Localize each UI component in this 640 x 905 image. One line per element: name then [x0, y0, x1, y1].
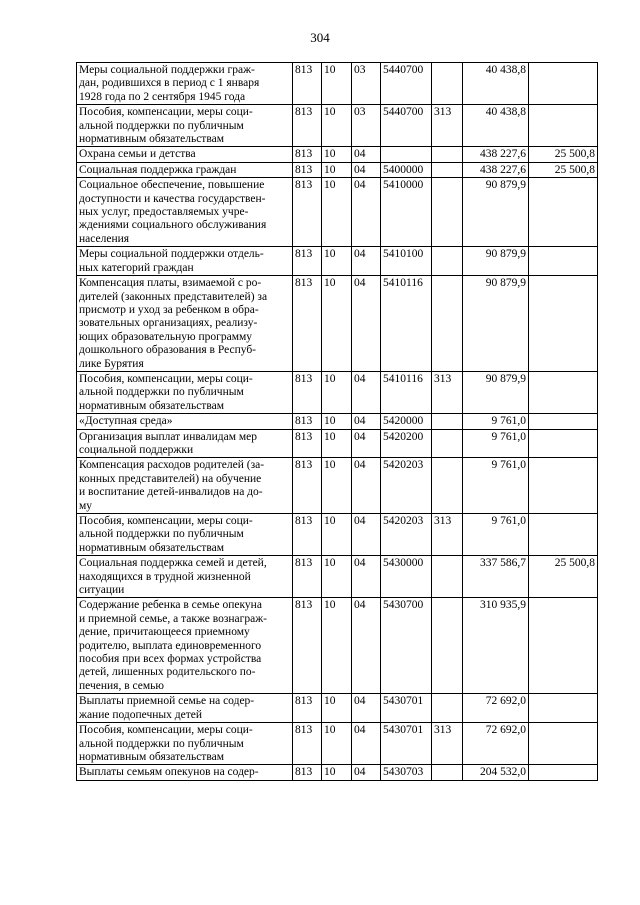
section-cell: [322, 598, 352, 694]
target-article-text: 5430000: [383, 557, 424, 570]
table-row: [77, 765, 598, 780]
subvention-amount-cell: [529, 765, 598, 780]
subvention-amount-cell: [529, 276, 598, 372]
amount-text: 204 532,0: [480, 766, 526, 779]
expense-type-text: 313: [434, 724, 452, 737]
section-cell: [322, 723, 352, 765]
amount-cell: [463, 598, 529, 694]
subsection-text: 04: [354, 415, 366, 428]
subvention-amount-cell: [529, 105, 598, 147]
target-article-cell: [381, 765, 432, 780]
section-cell: [322, 162, 352, 177]
amount-cell: [463, 556, 529, 598]
ministry-code-cell: [293, 414, 322, 429]
subsection-text: 04: [354, 557, 366, 570]
expense-type-cell: [432, 514, 463, 556]
row-name-cell: [77, 247, 293, 276]
target-article-cell: [381, 178, 432, 247]
amount-text: 72 692,0: [485, 695, 526, 708]
subsection-cell: [352, 514, 381, 556]
expense-type-cell: [432, 598, 463, 694]
subsection-cell: [352, 414, 381, 429]
row-name-cell: [77, 105, 293, 147]
ministry-code-cell: [293, 556, 322, 598]
target-article-text: 5430700: [383, 599, 424, 612]
amount-cell: [463, 147, 529, 162]
subvention-amount-text: 25 500,8: [554, 148, 595, 161]
ministry-code-text: 813: [295, 557, 313, 570]
row-name-text: Меры социальной поддержки отдель- ных категорий граждан: [79, 248, 264, 274]
row-name-text: Выплаты приемной семье на содер- жание подопечных детей: [79, 695, 255, 721]
ministry-code-cell: [293, 178, 322, 247]
amount-text: 9 761,0: [491, 415, 526, 428]
subvention-amount-cell: [529, 514, 598, 556]
table-row: [77, 105, 598, 147]
ministry-code-text: 813: [295, 106, 313, 119]
section-cell: [322, 556, 352, 598]
subsection-text: 04: [354, 179, 366, 192]
section-text: 10: [324, 372, 336, 385]
table-row: [77, 147, 598, 162]
budget-table: [76, 62, 598, 781]
subsection-cell: [352, 765, 381, 780]
expense-type-cell: [432, 458, 463, 514]
subsection-text: 04: [354, 695, 366, 708]
subvention-amount-cell: [529, 429, 598, 458]
subsection-cell: [352, 458, 381, 514]
subvention-amount-cell: [529, 147, 598, 162]
ministry-code-cell: [293, 598, 322, 694]
amount-cell: [463, 694, 529, 723]
subvention-amount-text: 25 500,8: [554, 163, 595, 176]
section-cell: [322, 178, 352, 247]
amount-text: 90 879,9: [485, 179, 526, 192]
row-name-text: Пособия, компенсации, меры соци- альной поддержки по публичным нормативным обязательствам: [79, 372, 253, 412]
expense-type-text: 313: [434, 515, 452, 527]
row-name-cell: [77, 147, 293, 162]
target-article-cell: [381, 429, 432, 458]
table-row: [77, 414, 598, 429]
row-name-text: «Доступная среда»: [79, 415, 173, 428]
section-text: 10: [324, 106, 336, 119]
amount-text: 90 879,9: [485, 277, 526, 290]
subvention-amount-cell: [529, 63, 598, 105]
ministry-code-text: 813: [295, 515, 313, 527]
table-row: [77, 556, 598, 598]
target-article-text: 5440700: [383, 64, 424, 76]
amount-text: 438 227,6: [480, 148, 526, 161]
amount-cell: [463, 162, 529, 177]
section-cell: [322, 276, 352, 372]
subsection-cell: [352, 276, 381, 372]
section-cell: [322, 458, 352, 514]
subsection-text: 04: [354, 724, 366, 737]
row-name-text: Охрана семьи и детства: [79, 148, 196, 161]
row-name-text: Социальная поддержка граждан: [79, 163, 237, 176]
subsection-cell: [352, 63, 381, 105]
ministry-code-text: 813: [295, 599, 313, 612]
row-name-cell: [77, 765, 293, 780]
row-name-text: Компенсация расходов родителей (за- конных представителей) на обучение и воспитание детей-инвалидов на до- му: [79, 459, 265, 512]
ministry-code-text: 813: [295, 766, 313, 779]
subsection-text: 04: [354, 459, 366, 472]
amount-text: 40 438,8: [485, 64, 526, 76]
target-article-cell: [381, 514, 432, 556]
ministry-code-cell: [293, 694, 322, 723]
target-article-cell: [381, 63, 432, 105]
subsection-text: 04: [354, 372, 366, 385]
subsection-text: 04: [354, 248, 366, 261]
target-article-text: 5430703: [383, 766, 424, 779]
target-article-cell: [381, 371, 432, 413]
expense-type-cell: [432, 556, 463, 598]
table-row: [77, 429, 598, 458]
subsection-text: 04: [354, 430, 366, 443]
row-name-text: Выплаты семьям опекунов на содер-: [79, 766, 259, 779]
section-cell: [322, 414, 352, 429]
table-row: [77, 276, 598, 372]
target-article-cell: [381, 414, 432, 429]
expense-type-text: 313: [434, 372, 452, 385]
section-cell: [322, 514, 352, 556]
section-cell: [322, 371, 352, 413]
row-name-cell: [77, 276, 293, 372]
subsection-cell: [352, 178, 381, 247]
section-text: 10: [324, 724, 336, 737]
ministry-code-text: 813: [295, 148, 313, 161]
expense-type-cell: [432, 276, 463, 372]
subsection-text: 04: [354, 766, 366, 779]
section-cell: [322, 694, 352, 723]
expense-type-cell: [432, 162, 463, 177]
target-article-cell: [381, 247, 432, 276]
amount-cell: [463, 458, 529, 514]
ministry-code-cell: [293, 458, 322, 514]
subsection-cell: [352, 247, 381, 276]
row-name-text: Пособия, компенсации, меры соци- альной поддержки по публичным нормативным обязательствам: [79, 724, 253, 763]
row-name-cell: [77, 178, 293, 247]
ministry-code-text: 813: [295, 64, 313, 76]
expense-type-cell: [432, 178, 463, 247]
subsection-cell: [352, 105, 381, 147]
target-article-text: 5410100: [383, 248, 424, 261]
target-article-text: 5420203: [383, 515, 424, 527]
amount-cell: [463, 429, 529, 458]
target-article-cell: [381, 458, 432, 514]
row-name-text: Меры социальной поддержки граж- дан, родившихся в период с 1 января 1928 года по 2 сентября 1945 года: [79, 64, 260, 103]
subvention-amount-cell: [529, 458, 598, 514]
row-name-cell: [77, 429, 293, 458]
section-text: 10: [324, 459, 336, 472]
subvention-amount-cell: [529, 371, 598, 413]
ministry-code-cell: [293, 429, 322, 458]
ministry-code-text: 813: [295, 430, 313, 443]
subvention-amount-cell: [529, 598, 598, 694]
row-name-text: Компенсация платы, взимаемой с ро- дителей (законных представителей) за присмотр и уход за ребенком в обра- зовательных организациях, реализу- ющих образовательную программу дошкольного образования в Респуб- лике Бурятия: [79, 277, 268, 370]
expense-type-cell: [432, 63, 463, 105]
ministry-code-text: 813: [295, 695, 313, 708]
target-article-text: 5420200: [383, 430, 424, 443]
row-name-cell: [77, 371, 293, 413]
subvention-amount-cell: [529, 694, 598, 723]
subvention-amount-cell: [529, 414, 598, 429]
ministry-code-cell: [293, 247, 322, 276]
expense-type-cell: [432, 723, 463, 765]
row-name-text: Пособия, компенсации, меры соци- альной поддержки по публичным нормативным обязательствам: [79, 106, 253, 146]
expense-type-cell: [432, 147, 463, 162]
section-text: 10: [324, 557, 336, 570]
target-article-text: 5410116: [383, 277, 423, 290]
row-name-cell: [77, 63, 293, 105]
expense-type-cell: [432, 429, 463, 458]
subvention-amount-text: 25 500,8: [554, 557, 595, 570]
amount-text: 9 761,0: [491, 430, 526, 443]
row-name-cell: [77, 514, 293, 556]
table-row: [77, 598, 598, 694]
amount-text: 9 761,0: [491, 459, 526, 472]
budget-table-body: [77, 63, 598, 781]
subsection-cell: [352, 723, 381, 765]
subsection-text: 04: [354, 599, 366, 612]
row-name-cell: [77, 414, 293, 429]
amount-text: 90 879,9: [485, 248, 526, 261]
subsection-cell: [352, 429, 381, 458]
subsection-text: 03: [354, 106, 366, 119]
section-text: 10: [324, 64, 336, 76]
expense-type-cell: [432, 371, 463, 413]
ministry-code-cell: [293, 723, 322, 765]
amount-text: 9 761,0: [491, 515, 526, 527]
row-name-text: Содержание ребенка в семье опекуна и приемной семье, а также вознаграж- дение, причитающееся приемному родителю, выплата единовременного пособия при всех формах устройства детей, лишенных родительского по- печения, в семью: [79, 599, 267, 692]
row-name-cell: [77, 458, 293, 514]
target-article-cell: [381, 556, 432, 598]
section-text: 10: [324, 599, 336, 612]
page-number: 304: [310, 30, 330, 45]
section-cell: [322, 63, 352, 105]
target-article-cell: [381, 276, 432, 372]
subsection-text: 04: [354, 515, 366, 527]
amount-text: 90 879,9: [485, 372, 526, 385]
row-name-cell: [77, 598, 293, 694]
amount-cell: [463, 247, 529, 276]
target-article-cell: [381, 598, 432, 694]
row-name-cell: [77, 162, 293, 177]
section-text: 10: [324, 163, 336, 176]
ministry-code-cell: [293, 514, 322, 556]
ministry-code-cell: [293, 63, 322, 105]
section-text: 10: [324, 248, 336, 261]
amount-cell: [463, 63, 529, 105]
target-article-text: 5440700: [383, 106, 424, 119]
ministry-code-cell: [293, 147, 322, 162]
ministry-code-cell: [293, 276, 322, 372]
table-row: [77, 247, 598, 276]
row-name-cell: [77, 694, 293, 723]
ministry-code-cell: [293, 162, 322, 177]
section-text: 10: [324, 415, 336, 428]
subsection-cell: [352, 694, 381, 723]
row-name-text: Пособия, компенсации, меры соци- альной поддержки по публичным нормативным обязательствам: [79, 515, 253, 554]
row-name-cell: [77, 556, 293, 598]
ministry-code-text: 813: [295, 248, 313, 261]
ministry-code-text: 813: [295, 459, 313, 472]
ministry-code-text: 813: [295, 179, 313, 192]
amount-cell: [463, 414, 529, 429]
expense-type-text: 313: [434, 106, 452, 119]
amount-text: 310 935,9: [480, 599, 526, 612]
subsection-cell: [352, 147, 381, 162]
ministry-code-cell: [293, 765, 322, 780]
subsection-text: 04: [354, 148, 366, 161]
subsection-cell: [352, 556, 381, 598]
expense-type-cell: [432, 414, 463, 429]
subsection-cell: [352, 598, 381, 694]
subvention-amount-cell: [529, 723, 598, 765]
expense-type-cell: [432, 105, 463, 147]
amount-text: 72 692,0: [485, 724, 526, 737]
table-row: [77, 514, 598, 556]
subsection-cell: [352, 162, 381, 177]
table-row: [77, 723, 598, 765]
target-article-text: 5420203: [383, 459, 424, 472]
subvention-amount-cell: [529, 178, 598, 247]
amount-text: 40 438,8: [485, 106, 526, 119]
subvention-amount-cell: [529, 162, 598, 177]
amount-cell: [463, 178, 529, 247]
section-text: 10: [324, 766, 336, 779]
ministry-code-cell: [293, 105, 322, 147]
target-article-cell: [381, 723, 432, 765]
amount-cell: [463, 276, 529, 372]
ministry-code-text: 813: [295, 277, 313, 290]
target-article-text: 5400000: [383, 163, 424, 176]
section-text: 10: [324, 277, 336, 290]
row-name-cell: [77, 723, 293, 765]
section-cell: [322, 765, 352, 780]
subsection-cell: [352, 371, 381, 413]
section-text: 10: [324, 695, 336, 708]
amount-cell: [463, 105, 529, 147]
subsection-text: 04: [354, 163, 366, 176]
ministry-code-text: 813: [295, 163, 313, 176]
target-article-cell: [381, 694, 432, 723]
target-article-text: 5420000: [383, 415, 424, 428]
expense-type-cell: [432, 765, 463, 780]
target-article-cell: [381, 147, 432, 162]
amount-text: 337 586,7: [480, 557, 526, 570]
amount-cell: [463, 371, 529, 413]
target-article-cell: [381, 105, 432, 147]
target-article-cell: [381, 162, 432, 177]
row-name-text: Социальное обеспечение, повышение доступности и качества государствен- ных услуг, предоставляемых учре- ждениями социального обслуживания населения: [79, 179, 267, 245]
expense-type-cell: [432, 247, 463, 276]
expense-type-cell: [432, 694, 463, 723]
section-text: 10: [324, 515, 336, 527]
table-row: [77, 63, 598, 105]
amount-text: 438 227,6: [480, 163, 526, 176]
section-cell: [322, 247, 352, 276]
subsection-text: 04: [354, 277, 366, 290]
ministry-code-text: 813: [295, 724, 313, 737]
table-row: [77, 178, 598, 247]
section-text: 10: [324, 148, 336, 161]
subvention-amount-cell: [529, 247, 598, 276]
subsection-text: 03: [354, 64, 366, 76]
amount-cell: [463, 514, 529, 556]
table-row: [77, 694, 598, 723]
target-article-text: 5410116: [383, 372, 423, 385]
row-name-text: Социальная поддержка семей и детей, находящихся в трудной жизненной ситуации: [79, 557, 267, 597]
amount-cell: [463, 765, 529, 780]
amount-cell: [463, 723, 529, 765]
table-row: [77, 162, 598, 177]
section-text: 10: [324, 179, 336, 192]
section-text: 10: [324, 430, 336, 443]
target-article-text: 5430701: [383, 695, 424, 708]
target-article-text: 5410000: [383, 179, 424, 192]
row-name-text: Организация выплат инвалидам мер социальной поддержки: [79, 430, 257, 456]
table-row: [77, 371, 598, 413]
ministry-code-text: 813: [295, 415, 313, 428]
table-row: [77, 458, 598, 514]
section-cell: [322, 105, 352, 147]
subvention-amount-cell: [529, 556, 598, 598]
section-cell: [322, 429, 352, 458]
section-cell: [322, 147, 352, 162]
target-article-text: 5430701: [383, 724, 424, 737]
ministry-code-cell: [293, 371, 322, 413]
ministry-code-text: 813: [295, 372, 313, 385]
